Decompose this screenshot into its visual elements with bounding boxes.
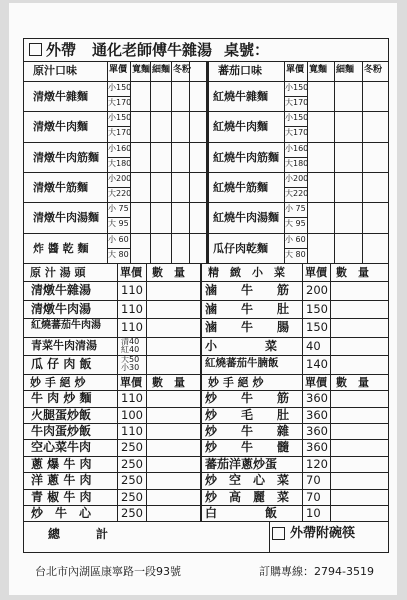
soup-item: 清燉牛雜湯 bbox=[31, 283, 92, 298]
sides-price: 150 bbox=[306, 301, 328, 316]
price-large: 大170 bbox=[108, 128, 132, 138]
sides-qty-head: 數 量 bbox=[336, 265, 369, 279]
sides-item: 滷 牛 腸 bbox=[205, 320, 290, 335]
row-divider bbox=[284, 217, 307, 218]
noodle-col-1: 寬麵 bbox=[132, 65, 151, 75]
noodle-left-item: 清燉牛雜麵 bbox=[33, 90, 88, 103]
row-divider bbox=[23, 202, 389, 203]
noodle-col-2: 細麵 bbox=[152, 65, 171, 75]
fried-right-head: 妙 手 絕 炒 bbox=[208, 375, 264, 389]
fried-right-item: 炒 高 麗 菜 bbox=[205, 489, 290, 504]
noodle-right-item: 紅燒牛筋麵 bbox=[213, 180, 268, 194]
price-large: 大180 bbox=[108, 158, 132, 168]
fried-left-price: 250 bbox=[121, 473, 143, 488]
menu-header bbox=[23, 38, 389, 62]
sides-price-head: 單價 bbox=[305, 265, 327, 279]
price-large: 大170 bbox=[108, 98, 132, 107]
takeout-bowl-label: 外帶附碗筷 bbox=[290, 526, 356, 542]
sides-price: 150 bbox=[306, 320, 328, 335]
fried-right-item: 白 飯 bbox=[205, 506, 278, 520]
sides-price: 200 bbox=[306, 283, 328, 298]
fried-left-price: 100 bbox=[121, 407, 143, 422]
fried-left-item: 炒 牛 心 bbox=[31, 506, 92, 520]
price-large: 大220 bbox=[108, 188, 132, 198]
noodle-col-1: 寬麵 bbox=[309, 65, 328, 75]
column-divider bbox=[146, 374, 147, 522]
price-small: 小150 bbox=[285, 83, 309, 92]
soup-item: 清燉牛肉湯 bbox=[31, 301, 92, 316]
noodle-col-0: 單價 bbox=[109, 65, 128, 75]
soup-price-head: 單價 bbox=[120, 265, 142, 279]
row-divider bbox=[107, 217, 130, 218]
noodle-left-item: 清燉牛肉麵 bbox=[33, 120, 88, 134]
soup-item: 紅燒蕃茄牛肉湯 bbox=[31, 320, 101, 332]
noodle-right-item: 紅燒牛雜麵 bbox=[213, 90, 268, 103]
column-divider bbox=[200, 374, 202, 522]
column-divider bbox=[330, 374, 331, 522]
row-divider bbox=[107, 248, 130, 249]
noodle-right-item: 紅燒牛肉筋麵 bbox=[213, 150, 279, 164]
price-small: 小200 bbox=[285, 173, 309, 183]
row-divider bbox=[284, 96, 307, 97]
row-divider bbox=[107, 187, 130, 188]
row-divider bbox=[23, 111, 389, 112]
fried-right-item: 炒 毛 肚 bbox=[205, 407, 290, 422]
row-divider bbox=[107, 157, 130, 158]
soup-item: 瓜 仔 肉 飯 bbox=[31, 357, 92, 372]
price-small: 小 75 bbox=[108, 204, 129, 214]
fried-right-price: 70 bbox=[306, 489, 321, 504]
soup-price: 110 bbox=[121, 301, 143, 316]
fried-left-item: 空心菜牛肉 bbox=[31, 440, 92, 455]
fried-left-qty-head: 數 量 bbox=[152, 375, 185, 389]
soup-head: 原 汁 湯 頭 bbox=[30, 265, 86, 279]
noodle-col-3: 冬粉 bbox=[364, 65, 383, 75]
price-small: 小150 bbox=[285, 113, 309, 123]
order-phone: 訂購專線：2794-3519 bbox=[259, 565, 374, 578]
noodle-right-item: 紅燒牛肉湯麵 bbox=[213, 211, 279, 225]
row-divider bbox=[284, 248, 307, 249]
fried-right-price: 70 bbox=[306, 473, 321, 488]
takeout-checkbox[interactable] bbox=[29, 43, 42, 56]
column-divider bbox=[117, 374, 118, 522]
sides-head: 精 緻 小 菜 bbox=[208, 265, 285, 279]
fried-right-price-head: 單價 bbox=[305, 375, 327, 389]
row-divider bbox=[107, 96, 130, 97]
address: 台北市內湖區康寧路一段93號 bbox=[35, 565, 181, 578]
sides-price: 140 bbox=[306, 357, 328, 372]
fried-right-item: 炒 牛 雜 bbox=[205, 424, 290, 438]
row-divider bbox=[284, 126, 307, 127]
shop-name: 通化老師傅牛雜湯 bbox=[92, 41, 213, 59]
row-divider bbox=[23, 172, 389, 173]
price-large: 大220 bbox=[285, 188, 309, 198]
fried-left-item: 蔥 爆 牛 肉 bbox=[31, 456, 92, 471]
soup-price: 110 bbox=[121, 283, 143, 298]
price-large: 大180 bbox=[285, 158, 309, 168]
sides-price: 40 bbox=[306, 338, 321, 353]
fried-right-price: 360 bbox=[306, 391, 328, 406]
price-large: 大 80 bbox=[108, 249, 129, 259]
fried-left-item: 火腿蛋炒飯 bbox=[31, 407, 92, 422]
row-divider bbox=[107, 126, 130, 127]
fried-right-price: 10 bbox=[306, 506, 321, 520]
sides-item: 滷 牛 肚 bbox=[205, 301, 290, 316]
price-small: 小150 bbox=[108, 113, 132, 123]
fried-left-price: 250 bbox=[121, 489, 143, 504]
price-small: 小 60 bbox=[108, 234, 129, 244]
sides-item: 紅燒蕃茄牛腩飯 bbox=[205, 357, 279, 370]
fried-left-item: 洋 蔥 牛 肉 bbox=[31, 473, 92, 488]
noodle-left-item: 清燉牛筋麵 bbox=[33, 180, 88, 194]
fried-left-price: 110 bbox=[121, 391, 143, 406]
noodle-left-item: 清燉牛肉湯麵 bbox=[33, 211, 99, 225]
fried-right-item: 蕃茄洋蔥炒蛋 bbox=[205, 456, 278, 471]
fried-right-item: 炒 牛 髓 bbox=[205, 440, 290, 455]
soup-price-2: 紅40 bbox=[121, 344, 140, 354]
fried-left-price: 110 bbox=[121, 424, 143, 438]
noodle-col-0: 單價 bbox=[286, 65, 305, 75]
price-large: 大170 bbox=[285, 98, 309, 107]
row-divider bbox=[23, 300, 389, 301]
row-divider bbox=[23, 233, 389, 234]
column-divider bbox=[302, 374, 303, 522]
soup-price: 大50 bbox=[121, 355, 140, 365]
price-small: 小 75 bbox=[285, 204, 306, 214]
noodle-col-3: 冬粉 bbox=[173, 65, 192, 75]
sides-item: 小 菜 bbox=[205, 338, 278, 353]
fried-left-item: 牛 肉 炒 麵 bbox=[31, 391, 92, 406]
fried-right-price: 360 bbox=[306, 440, 328, 455]
fried-right-price: 360 bbox=[306, 424, 328, 438]
total-label: 總 計 bbox=[48, 527, 109, 542]
menu-footer bbox=[23, 553, 389, 589]
fried-left-price: 250 bbox=[121, 506, 143, 520]
table-number-label: 桌號： bbox=[224, 41, 270, 59]
soup-price: 清40 bbox=[121, 336, 140, 346]
row-divider bbox=[284, 157, 307, 158]
fried-right-price: 360 bbox=[306, 407, 328, 422]
fried-left-item: 青 椒 牛 肉 bbox=[31, 489, 92, 504]
fried-left-price-head: 單價 bbox=[120, 375, 142, 389]
soup-price: 110 bbox=[121, 320, 143, 335]
noodle-right-item: 瓜仔肉乾麵 bbox=[213, 241, 268, 255]
price-large: 大170 bbox=[285, 128, 309, 138]
fried-right-price: 120 bbox=[306, 456, 328, 471]
noodle-right-item: 紅燒牛肉麵 bbox=[213, 120, 268, 134]
fried-right-qty-head: 數 量 bbox=[336, 375, 369, 389]
row-divider bbox=[284, 187, 307, 188]
price-small: 小160 bbox=[108, 143, 132, 153]
row-divider bbox=[23, 263, 389, 265]
fried-right-item: 炒 牛 筋 bbox=[205, 391, 290, 406]
price-small: 小 60 bbox=[285, 234, 306, 244]
noodle-left-item: 清燉牛肉筋麵 bbox=[33, 150, 99, 164]
noodle-col-2: 細麵 bbox=[336, 65, 355, 75]
fried-left-head: 妙 手 絕 炒 bbox=[30, 375, 86, 389]
row-divider bbox=[23, 337, 389, 338]
row-divider bbox=[23, 142, 389, 143]
noodle-left-item: 炸 醬 乾 麵 bbox=[33, 241, 89, 255]
soup-item: 青菜牛肉清湯 bbox=[31, 338, 97, 352]
fried-left-price: 250 bbox=[121, 440, 143, 455]
price-large: 大 80 bbox=[285, 249, 306, 259]
fried-right-item: 炒 空 心 菜 bbox=[205, 473, 290, 488]
price-small: 小150 bbox=[108, 83, 132, 92]
takeout-bowl-checkbox[interactable] bbox=[272, 527, 285, 540]
price-large: 大 95 bbox=[285, 219, 306, 229]
row-divider bbox=[23, 521, 389, 522]
column-divider bbox=[269, 521, 270, 553]
soup-price-2: 小30 bbox=[121, 363, 140, 373]
fried-left-item: 牛肉蛋炒飯 bbox=[31, 424, 92, 438]
price-large: 大 95 bbox=[108, 219, 129, 229]
fried-left-price: 250 bbox=[121, 456, 143, 471]
soup-qty-head: 數 量 bbox=[152, 265, 185, 279]
price-small: 小160 bbox=[285, 143, 309, 153]
price-small: 小200 bbox=[108, 173, 132, 183]
noodle-left-head: 原汁口味 bbox=[33, 64, 77, 77]
sides-item: 滷 牛 筋 bbox=[205, 283, 290, 298]
noodle-right-head: 蕃茄口味 bbox=[218, 64, 262, 77]
takeout-label: 外帶 bbox=[46, 41, 77, 59]
